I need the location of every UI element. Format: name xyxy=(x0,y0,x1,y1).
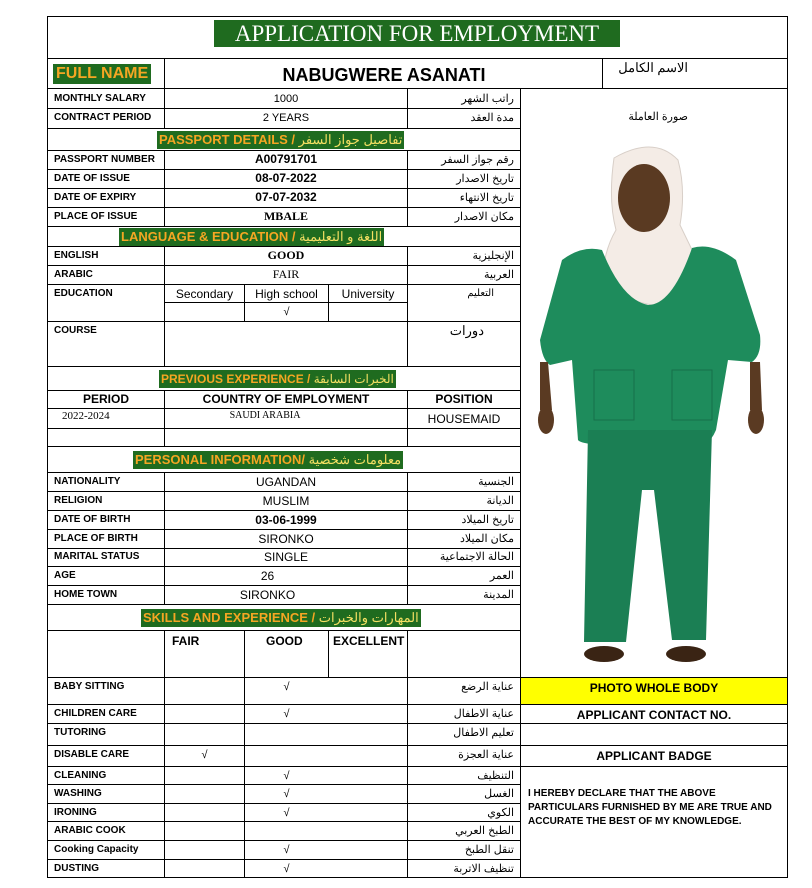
full-name-arabic: الاسم الكامل xyxy=(618,60,688,75)
passport-number-label: PASSPORT NUMBER xyxy=(54,154,155,165)
applicant-contact-label: APPLICANT CONTACT NO. xyxy=(576,708,732,722)
date-of-expiry-label: DATE OF EXPIRY xyxy=(54,192,137,203)
full-name-label: FULL NAME xyxy=(53,64,151,84)
skill-label: DISABLE CARE xyxy=(54,749,130,760)
passport-heading: PASSPORT DETAILS / تفاصيل جواز السفر xyxy=(159,132,403,147)
contract-period-label: CONTRACT PERIOD xyxy=(54,112,152,123)
education-label: EDUCATION xyxy=(54,288,113,299)
skill-good-mark: √ xyxy=(283,863,290,875)
skill-label: Cooking Capacity xyxy=(54,844,139,855)
skill-good-mark: √ xyxy=(283,770,290,782)
exp-country: SAUDI ARABIA xyxy=(229,410,301,421)
english-arabic: الإنجليزية xyxy=(472,250,514,262)
age-value: 26 xyxy=(260,569,275,583)
date-of-issue-value: 08-07-2022 xyxy=(255,171,317,185)
marital-status-value: SINGLE xyxy=(263,550,308,564)
date-of-expiry-arabic: تاريخ الانتهاء xyxy=(459,192,514,204)
skill-arabic: عناية الاطفال xyxy=(453,708,514,720)
skill-arabic: عناية العجزة xyxy=(458,749,514,761)
skill-arabic: عناية الرضع xyxy=(461,681,514,693)
marital-status-arabic: الحالة الاجتماعية xyxy=(439,551,514,563)
place-of-issue-arabic: مكان الاصدار xyxy=(454,211,514,223)
passport-number-arabic: رقم جواز السفر xyxy=(441,154,514,166)
skill-label: CHILDREN CARE xyxy=(54,708,137,719)
skills-heading: SKILLS AND EXPERIENCE / المهارات والخبرات xyxy=(143,610,419,625)
declaration-text: I HEREBY DECLARE THAT THE ABOVE PARTICULARS FURNISHED BY ME ARE TRUE AND ACCURATE THE BEST OF MY KNOWLEDGE. xyxy=(528,788,772,827)
arabic-label: ARABIC xyxy=(54,269,93,280)
course-label: COURSE xyxy=(54,325,97,336)
skill-good-mark: √ xyxy=(283,708,290,720)
education-secondary: Secondary xyxy=(175,287,234,301)
passport-number-value: A00791701 xyxy=(254,152,318,166)
place-of-birth-label: PLACE OF BIRTH xyxy=(54,533,138,544)
exp-header-position: POSITION xyxy=(435,392,493,406)
nationality-label: NATIONALITY xyxy=(54,476,121,487)
date-of-issue-arabic: تاريخ الاصدار xyxy=(456,173,514,185)
photo-whole-body-label: PHOTO WHOLE BODY xyxy=(521,678,787,704)
place-of-issue-label: PLACE OF ISSUE xyxy=(54,211,138,222)
religion-label: RELIGION xyxy=(54,495,103,506)
skill-good-mark: √ xyxy=(283,788,290,800)
applicant-photo xyxy=(522,130,786,675)
date-of-birth-label: DATE OF BIRTH xyxy=(54,514,131,525)
education-check: √ xyxy=(283,306,290,318)
skill-level-excellent: EXCELLENT xyxy=(333,634,405,648)
skill-level-fair: FAIR xyxy=(172,634,200,648)
nationality-value: UGANDAN xyxy=(255,475,316,489)
education-arabic: التعليم xyxy=(467,288,494,299)
skill-good-mark: √ xyxy=(283,681,290,693)
date-of-birth-arabic: تاريخ الميلاد xyxy=(461,514,514,526)
religion-value: MUSLIM xyxy=(262,494,310,508)
monthly-salary-label: MONTHLY SALARY xyxy=(54,93,146,104)
age-label: AGE xyxy=(54,570,76,581)
skill-arabic: الغسل xyxy=(484,788,514,800)
skill-arabic: تنقل الطبخ xyxy=(464,844,514,856)
exp-period: 2022-2024 xyxy=(62,410,110,422)
nationality-arabic: الجنسية xyxy=(478,476,514,488)
english-value: GOOD xyxy=(267,248,305,262)
skill-arabic: الكوي xyxy=(487,807,514,819)
skill-label: TUTORING xyxy=(54,727,107,738)
marital-status-label: MARITAL STATUS xyxy=(54,551,140,562)
language-heading: LANGUAGE & EDUCATION / اللغة و التعليمية xyxy=(121,229,383,244)
photo-caption-arabic: صورة العاملة xyxy=(628,111,688,123)
age-arabic: العمر xyxy=(489,570,514,582)
contract-period-value: 2 YEARS xyxy=(262,112,310,124)
skill-fair-mark: √ xyxy=(201,749,208,761)
religion-arabic: الديانة xyxy=(486,495,514,507)
skill-level-good: GOOD xyxy=(266,634,303,648)
experience-heading: PREVIOUS EXPERIENCE / الخبرات السابقة xyxy=(161,372,394,386)
skill-good-mark: √ xyxy=(283,807,290,819)
exp-position: HOUSEMAID xyxy=(427,412,501,426)
monthly-salary-value: 1000 xyxy=(273,93,299,105)
date-of-expiry-value: 07-07-2032 xyxy=(255,190,317,204)
place-of-birth-arabic: مكان الميلاد xyxy=(459,533,514,545)
education-university: University xyxy=(341,287,395,301)
arabic-value: FAIR xyxy=(272,267,300,281)
skill-arabic: تنظيف الاتربة xyxy=(453,863,514,875)
place-of-issue-value: MBALE xyxy=(263,209,308,223)
monthly-salary-arabic: راتب الشهر xyxy=(461,93,514,105)
personal-heading: PERSONAL INFORMATION/ معلومات شخصية xyxy=(135,452,402,467)
place-of-birth-value: SIRONKO xyxy=(258,532,314,546)
home-town-value: SIRONKO xyxy=(239,588,296,602)
skill-label: DUSTING xyxy=(54,863,99,874)
page-title: APPLICATION FOR EMPLOYMENT xyxy=(214,20,620,47)
course-arabic: دورات xyxy=(449,323,484,338)
home-town-arabic: المدينة xyxy=(483,589,514,601)
education-high-school: High school xyxy=(255,287,318,301)
skill-label: IRONING xyxy=(54,807,97,818)
skill-good-mark: √ xyxy=(283,844,290,856)
skill-label: WASHING xyxy=(54,788,102,799)
exp-header-country: COUNTRY OF EMPLOYMENT xyxy=(202,392,370,406)
skill-arabic: الطبخ العربي xyxy=(455,825,514,837)
arabic-arabic: العربية xyxy=(483,269,514,281)
contract-period-arabic: مدة العقد xyxy=(470,112,514,124)
skill-label: BABY SITTING xyxy=(54,681,125,692)
english-label: ENGLISH xyxy=(54,250,99,261)
skill-arabic: تعليم الاطفال xyxy=(453,727,514,739)
full-name-value: NABUGWERE ASANATI xyxy=(282,65,486,85)
exp-header-period: PERIOD xyxy=(82,392,129,406)
date-of-issue-label: DATE OF ISSUE xyxy=(54,173,130,184)
skill-arabic: التنظيف xyxy=(477,770,514,782)
skill-label: ARABIC COOK xyxy=(54,825,126,836)
home-town-label: HOME TOWN xyxy=(54,589,118,600)
applicant-badge-label: APPLICANT BADGE xyxy=(596,749,712,763)
skill-label: CLEANING xyxy=(54,770,107,781)
date-of-birth-value: 03-06-1999 xyxy=(255,513,317,527)
